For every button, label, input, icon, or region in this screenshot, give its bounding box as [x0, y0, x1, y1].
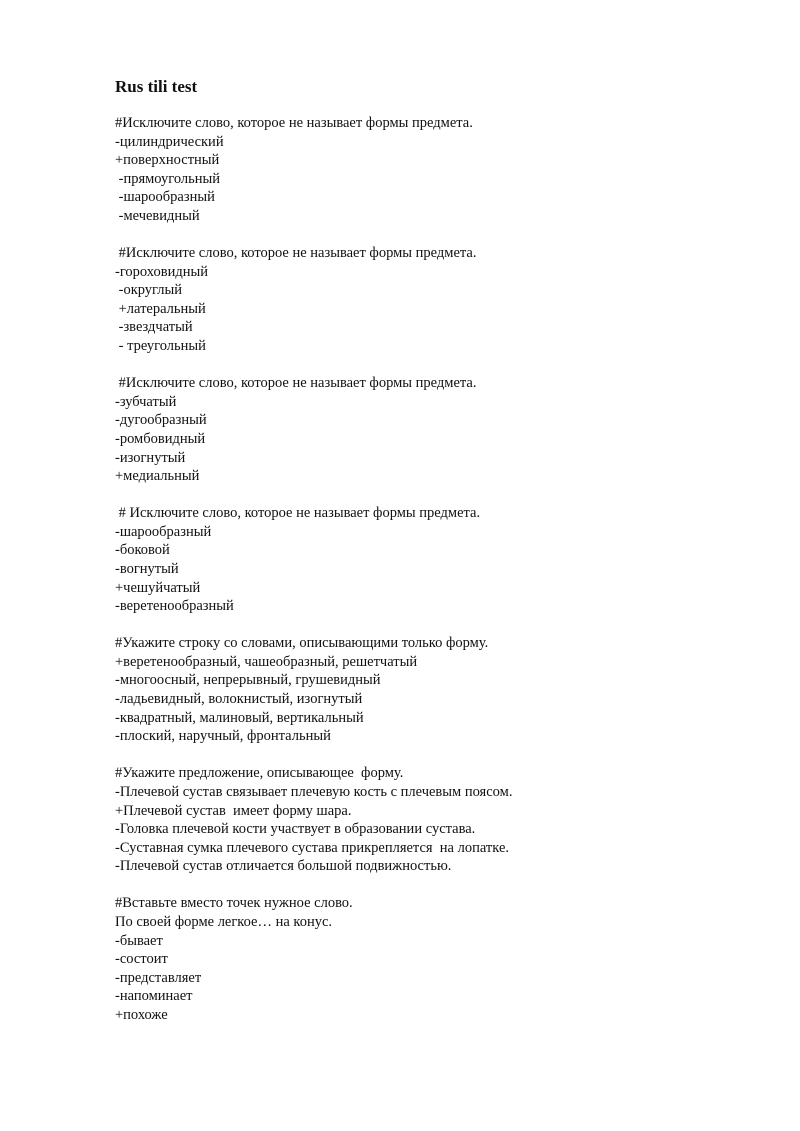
answer-option: -представляет	[115, 969, 202, 986]
answer-option: -Плечевой сустав отличается большой подвижностью.	[115, 858, 452, 875]
answer-option: +веретенообразный, чашеобразный, решетчатый	[115, 653, 418, 670]
answer-option: -Плечевой сустав связывает плечевую кость с плечевым поясом.	[115, 783, 513, 800]
question-block-1	[115, 114, 755, 226]
answer-option: -боковой	[115, 542, 170, 559]
question-block-4	[115, 504, 755, 616]
answer-option: -квадратный, малиновый, вертикальный	[115, 709, 364, 726]
answer-option: -ромбовидный	[115, 430, 206, 447]
answer-option: -изогнутый	[115, 449, 186, 466]
answer-option: -дугообразный	[115, 412, 207, 429]
answer-option: -веретенообразный	[115, 598, 234, 615]
answer-option: -цилиндрический	[115, 133, 224, 150]
question-text: #Вставьте вместо точек нужное слово.	[115, 895, 353, 912]
question-text: #Исключите слово, которое не называет формы предмета.	[115, 245, 477, 262]
answer-option: +Плечевой сустав имеет форму шара.	[115, 802, 352, 819]
answer-option: -бывает	[115, 932, 163, 949]
answer-option: -зубчатый	[115, 393, 177, 410]
answer-option: -шарообразный	[115, 189, 215, 206]
question-text: #Укажите предложение, описывающее форму.	[115, 765, 404, 782]
answer-option: +похоже	[115, 1006, 168, 1023]
question-block-6	[115, 764, 755, 876]
question-text: #Исключите слово, которое не называет формы предмета.	[115, 115, 473, 131]
answer-option: -состоит	[115, 951, 168, 968]
answer-option: -Головка плечевой кости участвует в образовании сустава.	[115, 821, 476, 838]
question-block-3	[115, 374, 755, 486]
answer-option: -гороховидный	[115, 263, 208, 280]
answer-option: -шарообразный	[115, 523, 212, 540]
answer-option: -вогнутый	[115, 560, 179, 577]
answer-option: -прямоугольный	[115, 170, 221, 187]
answer-option: +медиальный	[115, 468, 200, 485]
answer-option: -плоский, наручный, фронтальный	[115, 728, 331, 745]
answer-option: +чешуйчатый	[115, 579, 201, 596]
answer-option: -округлый	[115, 282, 183, 299]
document-page	[115, 76, 755, 1043]
question-block-2	[115, 244, 755, 356]
document-title: Rus tili test	[115, 77, 198, 96]
question-prompt: По своей форме легкое… на конус.	[115, 913, 333, 930]
answer-option: +латеральный	[115, 300, 206, 317]
answer-option: - треугольный	[115, 338, 206, 355]
answer-option: +поверхностный	[115, 152, 220, 169]
question-text: #Исключите слово, которое не называет формы предмета.	[115, 375, 477, 392]
answer-option: -звездчатый	[115, 319, 193, 336]
answer-option: -Суставная сумка плечевого сустава прикрепляется на лопатке.	[115, 839, 510, 856]
question-text: #Укажите строку со словами, описывающими только форму.	[115, 635, 489, 652]
answer-option: -ладьевидный, волокнистый, изогнутый	[115, 691, 363, 708]
answer-option: -напоминает	[115, 988, 193, 1005]
question-block-5	[115, 634, 755, 746]
answer-option: -многоосный, непрерывный, грушевидный	[115, 672, 381, 689]
answer-option: -мечевидный	[115, 207, 200, 224]
question-block-7	[115, 894, 755, 1024]
question-text: # Исключите слово, которое не называет формы предмета.	[115, 505, 481, 522]
